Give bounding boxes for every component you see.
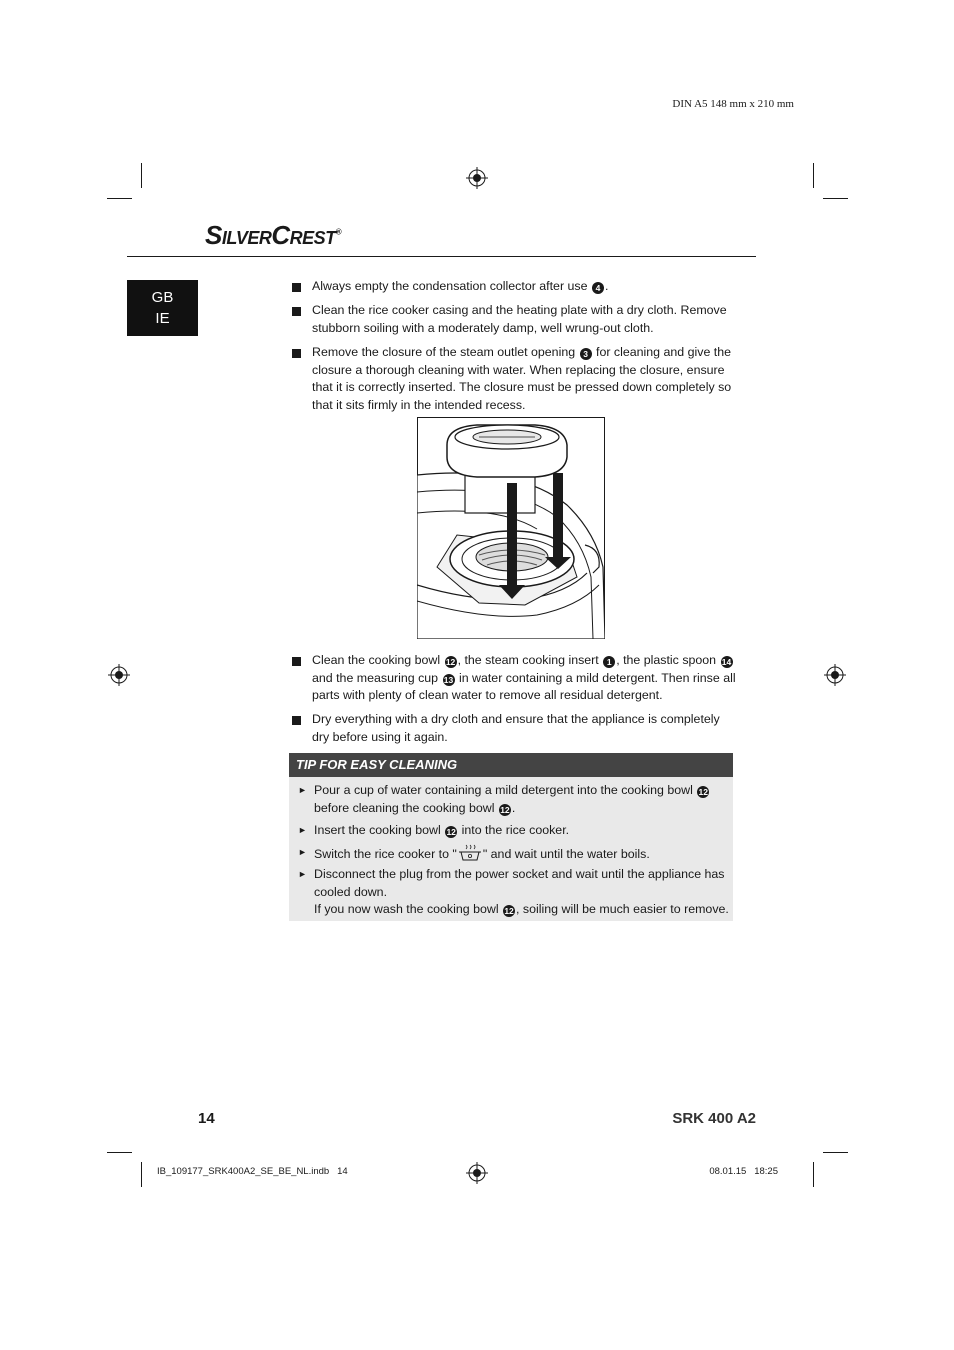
instruction-item <box>292 652 737 705</box>
registration-mark-icon <box>824 664 846 686</box>
reference-number: 12 <box>446 827 456 837</box>
registration-mark-icon <box>466 1162 488 1184</box>
arrow-bullet-icon: ► <box>298 825 307 835</box>
bullet-square-icon <box>292 349 301 358</box>
tip-text: . <box>511 800 516 815</box>
brand-name: SilverCrest <box>205 220 336 250</box>
instruction-text: and the measuring cup <box>312 670 442 685</box>
instruction-text: for cleaning and give the closure a thorough cleaning with water. When replacing the closure, ensure that it is correctly inserted. The closure must be pressed down completely so that it sits firmly in the intended recess. <box>312 345 732 412</box>
tip-item <box>298 844 730 864</box>
instruction-text: Remove the closure of the steam outlet opening <box>312 345 579 359</box>
model-name: SRK 400 A2 <box>672 1110 756 1127</box>
reference-number: 4 <box>592 282 604 294</box>
steam-pot-icon <box>457 844 483 862</box>
arrow-bullet-icon: ► <box>298 847 307 857</box>
instruction-text: Clean the rice cooker casing and the heating plate with a dry cloth. Remove stubborn soiling with a moderately damp, well wrung-out cloth. <box>312 303 727 335</box>
format-note: DIN A5 148 mm x 210 mm <box>672 98 794 110</box>
crop-mark <box>823 198 848 199</box>
instruction-text: . <box>604 279 609 293</box>
arrow-bullet-icon: ► <box>298 785 307 795</box>
instruction-text: in water containing a mild detergent. Then rinse all parts with plenty of clean water to remove all residual detergent. <box>312 670 736 703</box>
reference-number: 14 <box>721 657 732 667</box>
instruction-item <box>292 278 737 296</box>
tip-note: If you now wash the cooking bowl <box>314 902 503 917</box>
crop-mark <box>813 163 814 188</box>
tip-text: into the rice cooker. <box>458 823 570 837</box>
instruction-text: , the plastic spoon <box>616 653 720 667</box>
crop-mark <box>141 1162 142 1187</box>
crop-mark <box>141 163 142 188</box>
bullet-square-icon <box>292 657 301 666</box>
bullet-square-icon <box>292 283 301 292</box>
tip-item <box>298 866 730 919</box>
instruction-text: , the steam cooking insert <box>457 653 603 667</box>
reference-number: 12 <box>504 906 514 917</box>
tip-heading: TIP FOR EASY CLEANING <box>289 753 733 777</box>
tip-text: Disconnect the plug from the power socket and wait until the appliance has cooled down. <box>314 867 725 899</box>
tip-item <box>298 782 730 817</box>
registered-mark: ® <box>335 227 342 237</box>
steam-outlet-closure-illustration <box>417 417 605 639</box>
reference-number: 12 <box>500 804 510 815</box>
tip-text: " and wait until the water boils. <box>482 847 650 861</box>
registration-mark-icon <box>108 664 130 686</box>
instruction-item <box>292 302 737 337</box>
crop-mark <box>107 1152 132 1153</box>
crop-mark <box>813 1162 814 1187</box>
reference-number: 3 <box>580 348 592 360</box>
language-code-gb: GB <box>151 289 174 306</box>
instruction-text: Clean the cooking bowl <box>312 653 444 667</box>
header-rule <box>127 256 756 257</box>
instruction-item <box>292 344 737 414</box>
arrow-bullet-icon: ► <box>298 869 307 879</box>
reference-number: 13 <box>443 674 454 685</box>
brand-logo <box>205 220 341 251</box>
reference-number: 12 <box>445 657 456 667</box>
reference-number: 1 <box>603 656 615 668</box>
tip-text: Pour a cup of water containing a mild detergent into the cooking bowl <box>314 783 697 797</box>
crop-mark <box>823 1152 848 1153</box>
tip-text: Insert the cooking bowl <box>314 823 445 837</box>
language-code-ie: IE <box>155 310 170 327</box>
print-file-name: IB_109177_SRK400A2_SE_BE_NL.indb 14 <box>157 1166 348 1177</box>
instruction-text: Always empty the condensation collector after use <box>312 279 591 293</box>
crop-mark <box>107 198 132 199</box>
language-tab <box>127 280 198 336</box>
tip-item <box>298 822 730 840</box>
reference-number: 12 <box>698 787 709 797</box>
instruction-item <box>292 711 737 746</box>
page-number: 14 <box>198 1110 215 1127</box>
bullet-square-icon <box>292 716 301 725</box>
tip-text: before cleaning the cooking bowl <box>314 800 498 815</box>
tip-note: , soiling will be much easier to remove. <box>516 902 729 917</box>
bullet-square-icon <box>292 307 301 316</box>
print-date-time: 08.01.15 18:25 <box>709 1166 778 1177</box>
tip-text: Switch the rice cooker to " <box>314 847 457 861</box>
instruction-text: Dry everything with a dry cloth and ensure that the appliance is completely dry before using it again. <box>312 712 720 744</box>
registration-mark-icon <box>466 167 488 189</box>
